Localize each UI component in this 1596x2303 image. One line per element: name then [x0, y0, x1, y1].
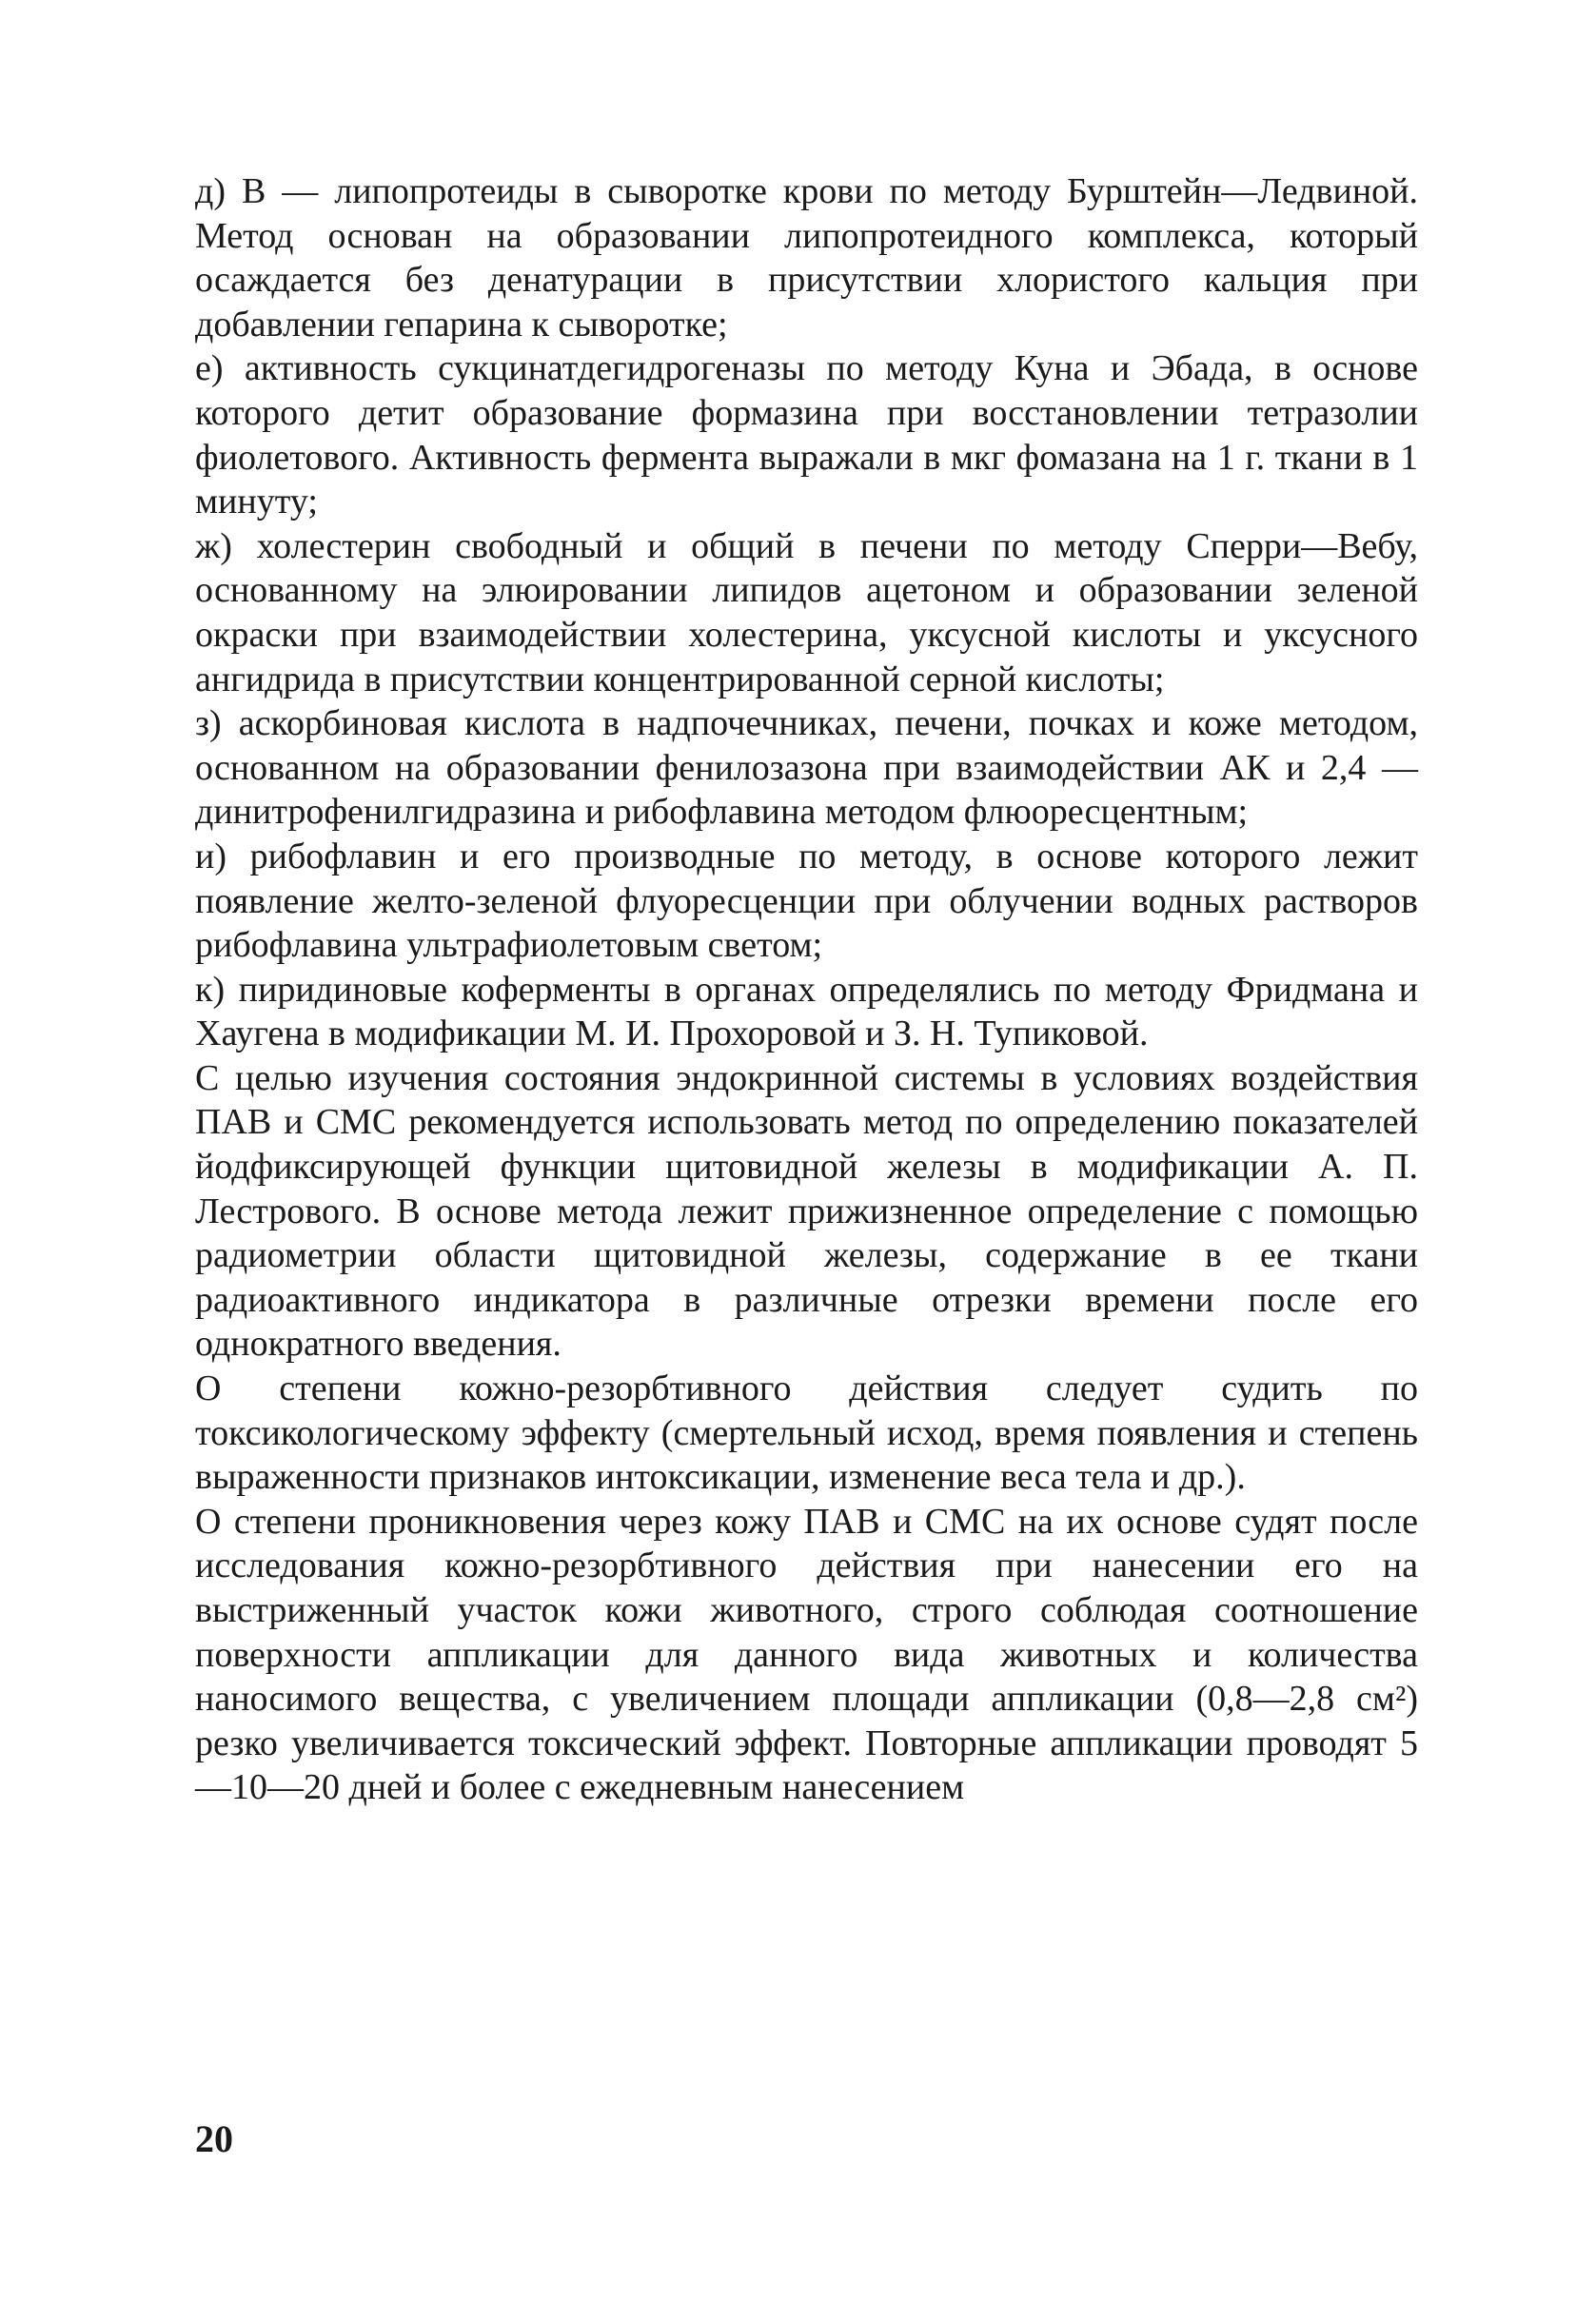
document-body	[195, 169, 1418, 1810]
paragraph-item-d: д) В — липопротеиды в сыворотке крови по методу Бурштейн—Ледвиной. Метод основан на образовании липопротеидного комплекса, который осаждается без денатурации в присутствии хлористого кальция при добавлении гепарина к сыворотке;	[195, 171, 1418, 344]
paragraph-endocrine: С целью изучения состояния эндокринной системы в условиях воздействия ПАВ и СМС рекомендуется использовать метод по определению показателей йодфиксирующей функции щитовидной железы в модификации А. П. Лестрового. В основе метода лежит прижизненное определение с помощью радиометрии области щитовидной железы, содержание в ее ткани радиоактивного индикатора в различные отрезки времени после его однократного введения.	[195, 1057, 1418, 1365]
paragraph-item-zh: ж) холестерин свободный и общий в печени по методу Сперри—Вебу, основанному на элюировании липидов ацетоном и образовании зеленой окраски при взаимодействии холестерина, уксусной кислоты и уксусного ангидрида в присутствии концентрированной серной кислоты;	[195, 525, 1418, 699]
page-number: 20	[195, 2117, 233, 2160]
paragraph-skin-resorptive: О степени кожно-резорбтивного действия следует судить по токсикологическому эффекту (смертельный исход, время появления и степень выраженности признаков интоксикации, изменение веса тела и др.).	[195, 1368, 1418, 1498]
paragraph-item-z: з) аскорбиновая кислота в надпочечниках, печени, почках и коже методом, основанном на образовании фенилозазона при взаимодействии АК и 2,4 — динитрофенилгидразина и рибофлавина методом флюоресцентным;	[195, 703, 1418, 833]
paragraph-item-i: и) рибофлавин и его производные по методу, в основе которого лежит появление желто-зеленой флуоресценции при облучении водных растворов рибофлавина ультрафиолетовым светом;	[195, 836, 1418, 966]
paragraph-skin-penetration: О степени проникновения через кожу ПАВ и СМС на их основе судят после исследования кожно-резорбтивного действия при нанесении его на выстриженный участок кожи животного, строго соблюдая соотношение поверхности аппликации для данного вида животных и количества наносимого вещества, с увеличением площади аппликации (0,8—2,8 см²) резко увеличивается токсический эффект. Повторные аппликации проводят 5—10—20 дней и более с ежедневным нанесением	[195, 1501, 1418, 1808]
paragraph-item-e: е) активность сукцинатдегидрогеназы по методу Куна и Эбада, в основе которого детит образование формазина при восстановлении тетразолии фиолетового. Активность фермента выражали в мкг фомазана на 1 г. ткани в 1 минуту;	[195, 348, 1418, 522]
paragraph-item-k: к) пиридиновые коферменты в органах определялись по методу Фридмана и Хаугена в модификации М. И. Прохоровой и З. Н. Тупиковой.	[195, 969, 1418, 1054]
